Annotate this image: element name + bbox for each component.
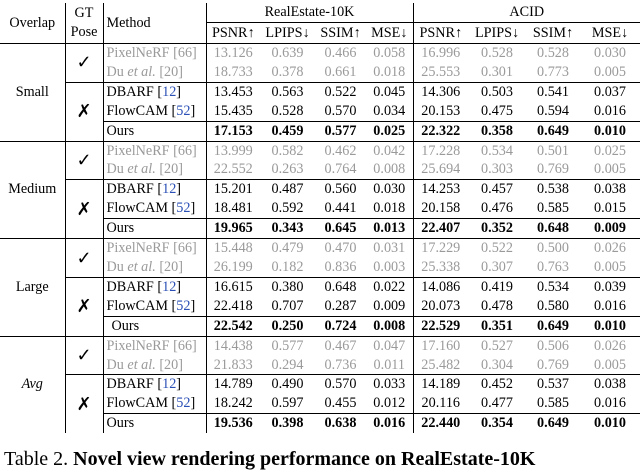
header-dataset-acid: ACID: [413, 3, 640, 23]
method-label: FlowCAM [: [106, 102, 177, 119]
method-author: Du: [106, 258, 128, 275]
metric-value: 25.482: [413, 356, 468, 375]
gt-pose-cross-icon: ✗: [65, 277, 103, 336]
method-name: [103, 160, 206, 179]
metric-value: 0.250: [260, 316, 315, 336]
metric-value: 0.301: [481, 63, 513, 80]
header-dataset-realestate: RealEstate-10K: [206, 3, 413, 23]
metric-value: 0.478: [481, 297, 513, 314]
method-label: PixelNeRF [: [106, 337, 178, 354]
citation-link[interactable]: 52: [176, 200, 191, 217]
table-caption: [4, 448, 535, 471]
method-author: Du: [106, 161, 128, 178]
metric-value: 17.228: [413, 141, 468, 160]
method-name: [103, 199, 206, 218]
metric-value: 0.030: [366, 180, 413, 199]
metric-value: 0.467: [315, 336, 366, 355]
citation-link[interactable]: 20: [164, 258, 179, 275]
citation-link[interactable]: 20: [164, 161, 179, 178]
metric-value: 25.338: [413, 258, 468, 277]
metric-value: 0.763: [537, 258, 569, 275]
metric-value: 0.528: [468, 44, 526, 63]
metric-value: 18.481: [206, 199, 260, 218]
metric-value: 0.592: [271, 200, 304, 217]
metric-value: 0.476: [481, 200, 513, 217]
method-label: Ours: [106, 415, 135, 432]
metric-value: 26.199: [206, 258, 260, 277]
gt-pose-check-icon: ✓: [65, 141, 103, 180]
metric-value: 22.542: [206, 316, 260, 336]
citation-link[interactable]: 66: [177, 45, 193, 61]
method-bracket-close: ]: [176, 83, 182, 100]
metric-value: 0.639: [260, 44, 315, 63]
metric-value: 0.034: [373, 102, 406, 119]
header-metric: SSIM↑: [532, 24, 574, 41]
metric-value: 0.398: [260, 414, 315, 433]
metric-value: 0.500: [526, 239, 580, 258]
header-metric: PSNR↑: [206, 23, 260, 44]
metric-value: 0.764: [324, 161, 357, 178]
method-author: Du: [106, 63, 128, 80]
method-bracket-close: ]: [192, 337, 197, 354]
method-etal: et al.: [127, 258, 156, 275]
method-name: [103, 394, 206, 413]
table-body: [0, 44, 640, 434]
metric-value: 0.441: [324, 200, 357, 217]
metric-value: 0.477: [481, 395, 513, 412]
metric-value: 0.466: [315, 44, 366, 63]
method-name: [103, 375, 206, 394]
method-name: [103, 141, 206, 160]
metric-value: 0.538: [526, 180, 580, 199]
metric-value: 0.724: [315, 316, 366, 336]
metric-value: 0.736: [324, 356, 357, 373]
method-label: Ours: [111, 317, 140, 334]
metric-value: 0.025: [580, 141, 640, 160]
header-metric: LPIPS↓: [265, 24, 310, 41]
header-metric: SSIM↑: [320, 24, 361, 41]
gt-pose-check-icon: ✓: [65, 44, 103, 83]
method-name: [103, 102, 206, 121]
gt-pose-check-icon: ✓: [65, 239, 103, 278]
metric-value: 22.322: [413, 121, 468, 141]
metric-value: 0.645: [315, 219, 366, 239]
gt-pose-check-icon: ✓: [65, 336, 103, 375]
metric-value: 14.789: [206, 375, 260, 394]
metric-value: 0.769: [537, 356, 569, 373]
metric-value: 0.479: [260, 239, 315, 258]
method-name: [103, 239, 206, 258]
metric-value: 0.263: [271, 161, 304, 178]
method-label: Ours: [106, 220, 135, 237]
metric-value: 0.016: [594, 395, 626, 412]
metric-value: 17.160: [413, 336, 468, 355]
metric-value: 15.435: [206, 102, 260, 121]
metric-value: 0.537: [526, 375, 580, 394]
metric-value: 0.582: [260, 141, 315, 160]
method-name: [103, 121, 206, 141]
method-bracket-close: ]: [190, 200, 196, 217]
metric-value: 0.016: [594, 297, 626, 314]
header-metric: PSNR↑: [413, 23, 468, 44]
method-author: Du: [106, 356, 128, 373]
metric-value: 0.490: [260, 375, 315, 394]
metric-value: 0.455: [324, 395, 357, 412]
metric-value: 14.253: [413, 180, 468, 199]
metric-value: 0.563: [260, 82, 315, 101]
method-bracket-close: ]: [176, 278, 182, 295]
method-name: [103, 258, 206, 277]
metric-value: 0.047: [366, 336, 413, 355]
metric-value: 0.527: [468, 336, 526, 355]
header-gt-pose-line2: Pose: [70, 24, 98, 40]
metric-value: 0.580: [537, 297, 569, 314]
metric-value: 0.031: [366, 239, 413, 258]
citation-link[interactable]: 20: [164, 356, 179, 373]
metric-value: 0.033: [366, 375, 413, 394]
metric-value: 0.487: [260, 180, 315, 199]
metric-value: 0.528: [271, 102, 304, 119]
method-name: [103, 356, 206, 375]
metric-value: 0.038: [580, 180, 640, 199]
metric-value: 0.039: [580, 277, 640, 296]
caption-title: Novel view rendering performance on RealEstate-10K: [73, 448, 536, 470]
metric-value: 0.506: [526, 336, 580, 355]
citation-link[interactable]: 12: [162, 83, 177, 100]
overlap-label: Avg: [0, 336, 65, 433]
metric-value: 14.086: [413, 277, 468, 296]
metric-value: 25.694: [413, 160, 468, 179]
metric-value: 15.201: [206, 180, 260, 199]
metric-value: 15.448: [206, 239, 260, 258]
gt-pose-cross-icon: ✗: [65, 375, 103, 433]
metric-value: 0.015: [594, 200, 626, 217]
metric-value: 0.585: [537, 200, 569, 217]
metric-value: 0.462: [315, 141, 366, 160]
metric-value: 0.008: [373, 161, 406, 178]
method-bracket-close: ]: [178, 161, 183, 178]
metric-value: 22.418: [206, 297, 260, 316]
metric-value: 0.037: [580, 82, 640, 101]
method-bracket-close: ]: [178, 356, 183, 373]
metric-value: 0.594: [537, 102, 569, 119]
metric-value: 0.005: [594, 356, 626, 373]
method-bracket-close: ]: [176, 376, 182, 393]
method-name: [103, 82, 206, 101]
method-label: DBARF [: [106, 181, 163, 198]
metric-value: 0.560: [315, 180, 366, 199]
method-bracket-open: [: [155, 161, 165, 178]
method-name: [103, 297, 206, 316]
method-bracket-close: ]: [178, 63, 183, 80]
metric-value: 20.153: [413, 102, 468, 121]
metric-value: 18.733: [206, 63, 260, 82]
metric-value: 20.158: [413, 199, 468, 218]
metric-value: 0.304: [481, 356, 513, 373]
header-gt-pose-line1: GT: [74, 5, 94, 22]
metric-value: 0.649: [526, 316, 580, 336]
metric-value: 0.030: [580, 44, 640, 63]
method-name: [103, 219, 206, 239]
metric-value: 0.018: [373, 63, 406, 80]
metric-value: 0.294: [271, 356, 304, 373]
metric-value: 0.457: [468, 180, 526, 199]
method-name: [103, 63, 206, 82]
metric-value: 0.597: [271, 395, 304, 412]
citation-link[interactable]: 12: [162, 376, 177, 393]
metric-value: 0.649: [526, 414, 580, 433]
metric-value: 0.016: [594, 102, 626, 119]
metric-value: 13.453: [206, 82, 260, 101]
metric-value: 0.419: [468, 277, 526, 296]
metric-value: 0.769: [537, 161, 569, 178]
metric-value: 0.018: [373, 200, 406, 217]
citation-link[interactable]: 12: [162, 181, 177, 198]
metric-value: 22.552: [206, 160, 260, 179]
metric-value: 21.833: [206, 356, 260, 375]
metric-value: 0.303: [481, 161, 513, 178]
metric-value: 0.577: [315, 121, 366, 141]
header-metric: LPIPS↓: [474, 24, 520, 41]
metric-value: 0.182: [271, 258, 304, 275]
metric-value: 0.452: [468, 375, 526, 394]
metric-value: 14.438: [206, 336, 260, 355]
citation-link[interactable]: 52: [176, 395, 191, 412]
method-etal: et al.: [127, 63, 156, 80]
metric-value: 0.352: [468, 219, 526, 239]
metric-value: 0.707: [271, 297, 304, 314]
metric-value: 0.287: [324, 297, 357, 314]
method-name: [103, 277, 206, 296]
metric-value: 0.836: [324, 258, 357, 275]
metric-value: 19.965: [206, 219, 260, 239]
metric-value: 0.534: [468, 141, 526, 160]
metric-value: 0.026: [580, 336, 640, 355]
overlap-label: Small: [0, 44, 65, 142]
method-bracket-open: [: [155, 258, 165, 275]
metric-value: 0.638: [315, 414, 366, 433]
metric-value: 0.005: [594, 161, 626, 178]
citation-link[interactable]: 66: [177, 337, 193, 354]
method-bracket-close: ]: [192, 240, 197, 257]
metric-value: 19.536: [206, 414, 260, 433]
metric-value: 0.522: [315, 82, 366, 101]
metric-value: 0.003: [373, 258, 406, 275]
method-bracket-close: ]: [178, 258, 183, 275]
metric-value: 0.009: [580, 219, 640, 239]
method-label: DBARF [: [106, 83, 163, 100]
metric-value: 0.501: [526, 141, 580, 160]
metric-value: 0.005: [594, 258, 626, 275]
metric-value: 0.648: [526, 219, 580, 239]
metric-value: 0.541: [526, 82, 580, 101]
method-label: DBARF [: [106, 376, 163, 393]
metric-value: 0.013: [366, 219, 413, 239]
method-label: PixelNeRF [: [106, 142, 178, 159]
metric-value: 18.242: [206, 394, 260, 413]
metric-value: 0.570: [315, 375, 366, 394]
metric-value: 0.378: [271, 63, 304, 80]
overlap-label: Medium: [0, 141, 65, 239]
table-row: [0, 375, 640, 394]
metric-value: 0.045: [366, 82, 413, 101]
metric-value: 0.008: [366, 316, 413, 336]
header-gt-pose: [65, 3, 103, 44]
metric-value: 0.026: [580, 239, 640, 258]
metric-value: 0.534: [526, 277, 580, 296]
metric-value: 0.354: [468, 414, 526, 433]
table-row: [0, 82, 640, 101]
metric-value: 25.553: [413, 63, 468, 82]
metric-value: 0.585: [537, 395, 569, 412]
method-label: FlowCAM [: [106, 297, 177, 314]
table-row: [0, 239, 640, 258]
method-bracket-close: ]: [192, 45, 197, 61]
metric-value: 20.116: [413, 394, 468, 413]
metric-value: 0.570: [324, 102, 357, 119]
metric-value: 0.307: [481, 258, 513, 275]
metric-value: 0.010: [580, 121, 640, 141]
results-table: [0, 3, 640, 433]
metric-value: 0.503: [468, 82, 526, 101]
method-label: Ours: [106, 122, 135, 139]
gt-pose-cross-icon: ✗: [65, 180, 103, 239]
gt-pose-cross-icon: ✗: [65, 82, 103, 141]
metric-value: 0.522: [468, 239, 526, 258]
metric-value: 0.022: [366, 277, 413, 296]
citation-link[interactable]: 52: [176, 297, 191, 314]
header-metric: MSE↓: [591, 24, 629, 41]
metric-value: 0.058: [366, 44, 413, 63]
method-bracket-close: ]: [190, 395, 196, 412]
metric-value: 20.073: [413, 297, 468, 316]
metric-value: 0.648: [315, 277, 366, 296]
method-name: [103, 180, 206, 199]
metric-value: 0.016: [366, 414, 413, 433]
metric-value: 0.010: [580, 316, 640, 336]
method-name: [103, 316, 206, 336]
method-bracket-close: ]: [190, 102, 196, 119]
metric-value: 16.615: [206, 277, 260, 296]
metric-value: 0.649: [526, 121, 580, 141]
metric-value: 22.407: [413, 219, 468, 239]
metric-value: 16.996: [413, 44, 468, 63]
table-row: [0, 277, 640, 296]
method-bracket-close: ]: [190, 297, 196, 314]
metric-value: 0.358: [468, 121, 526, 141]
method-bracket-close: ]: [192, 142, 197, 159]
method-bracket-open: [: [155, 63, 165, 80]
citation-link[interactable]: 66: [177, 240, 193, 257]
method-etal: et al.: [127, 356, 156, 373]
metric-value: 0.577: [260, 336, 315, 355]
metric-value: 0.470: [315, 239, 366, 258]
metric-value: 0.010: [580, 414, 640, 433]
metric-value: 13.999: [206, 141, 260, 160]
metric-value: 0.011: [373, 356, 405, 373]
method-name: [103, 336, 206, 355]
metric-value: 0.528: [526, 44, 580, 63]
metric-value: 0.012: [373, 395, 406, 412]
method-etal: et al.: [127, 161, 156, 178]
metric-value: 0.351: [468, 316, 526, 336]
method-bracket-open: [: [155, 356, 165, 373]
citation-link[interactable]: 20: [164, 63, 179, 80]
header-overlap: Overlap: [9, 14, 56, 31]
citation-link[interactable]: 52: [176, 102, 191, 119]
metric-value: 0.475: [481, 102, 513, 119]
method-label: PixelNeRF [: [106, 240, 178, 257]
citation-link[interactable]: 66: [177, 142, 193, 159]
method-label: FlowCAM [: [106, 200, 177, 217]
metric-value: 0.380: [260, 277, 315, 296]
metric-value: 13.126: [206, 44, 260, 63]
metric-value: 0.005: [594, 63, 626, 80]
table-row: [0, 44, 640, 63]
caption-label: Table 2.: [4, 448, 69, 470]
method-label: FlowCAM [: [106, 395, 177, 412]
header-metric: MSE↓: [371, 24, 408, 41]
metric-value: 14.189: [413, 375, 468, 394]
metric-value: 22.440: [413, 414, 468, 433]
metric-value: 0.773: [537, 63, 569, 80]
metric-value: 17.153: [206, 121, 260, 141]
table-row: [0, 336, 640, 355]
metric-value: 0.025: [366, 121, 413, 141]
citation-link[interactable]: 12: [162, 278, 177, 295]
metric-value: 22.529: [413, 316, 468, 336]
metric-value: 0.459: [260, 121, 315, 141]
method-bracket-close: ]: [176, 181, 182, 198]
metric-value: 14.306: [413, 82, 468, 101]
metric-value: 0.343: [260, 219, 315, 239]
metric-value: 0.661: [324, 63, 357, 80]
metric-value: 0.038: [580, 375, 640, 394]
method-name: [103, 44, 206, 63]
header-method: Method: [103, 3, 206, 44]
metric-value: 17.229: [413, 239, 468, 258]
method-label: DBARF [: [106, 278, 163, 295]
method-name: [103, 414, 206, 433]
metric-value: 0.042: [366, 141, 413, 160]
table-row: [0, 141, 640, 160]
overlap-label: Large: [0, 239, 65, 337]
method-label: PixelNeRF [: [106, 45, 178, 61]
metric-value: 0.009: [373, 297, 406, 314]
table-row: [0, 180, 640, 199]
